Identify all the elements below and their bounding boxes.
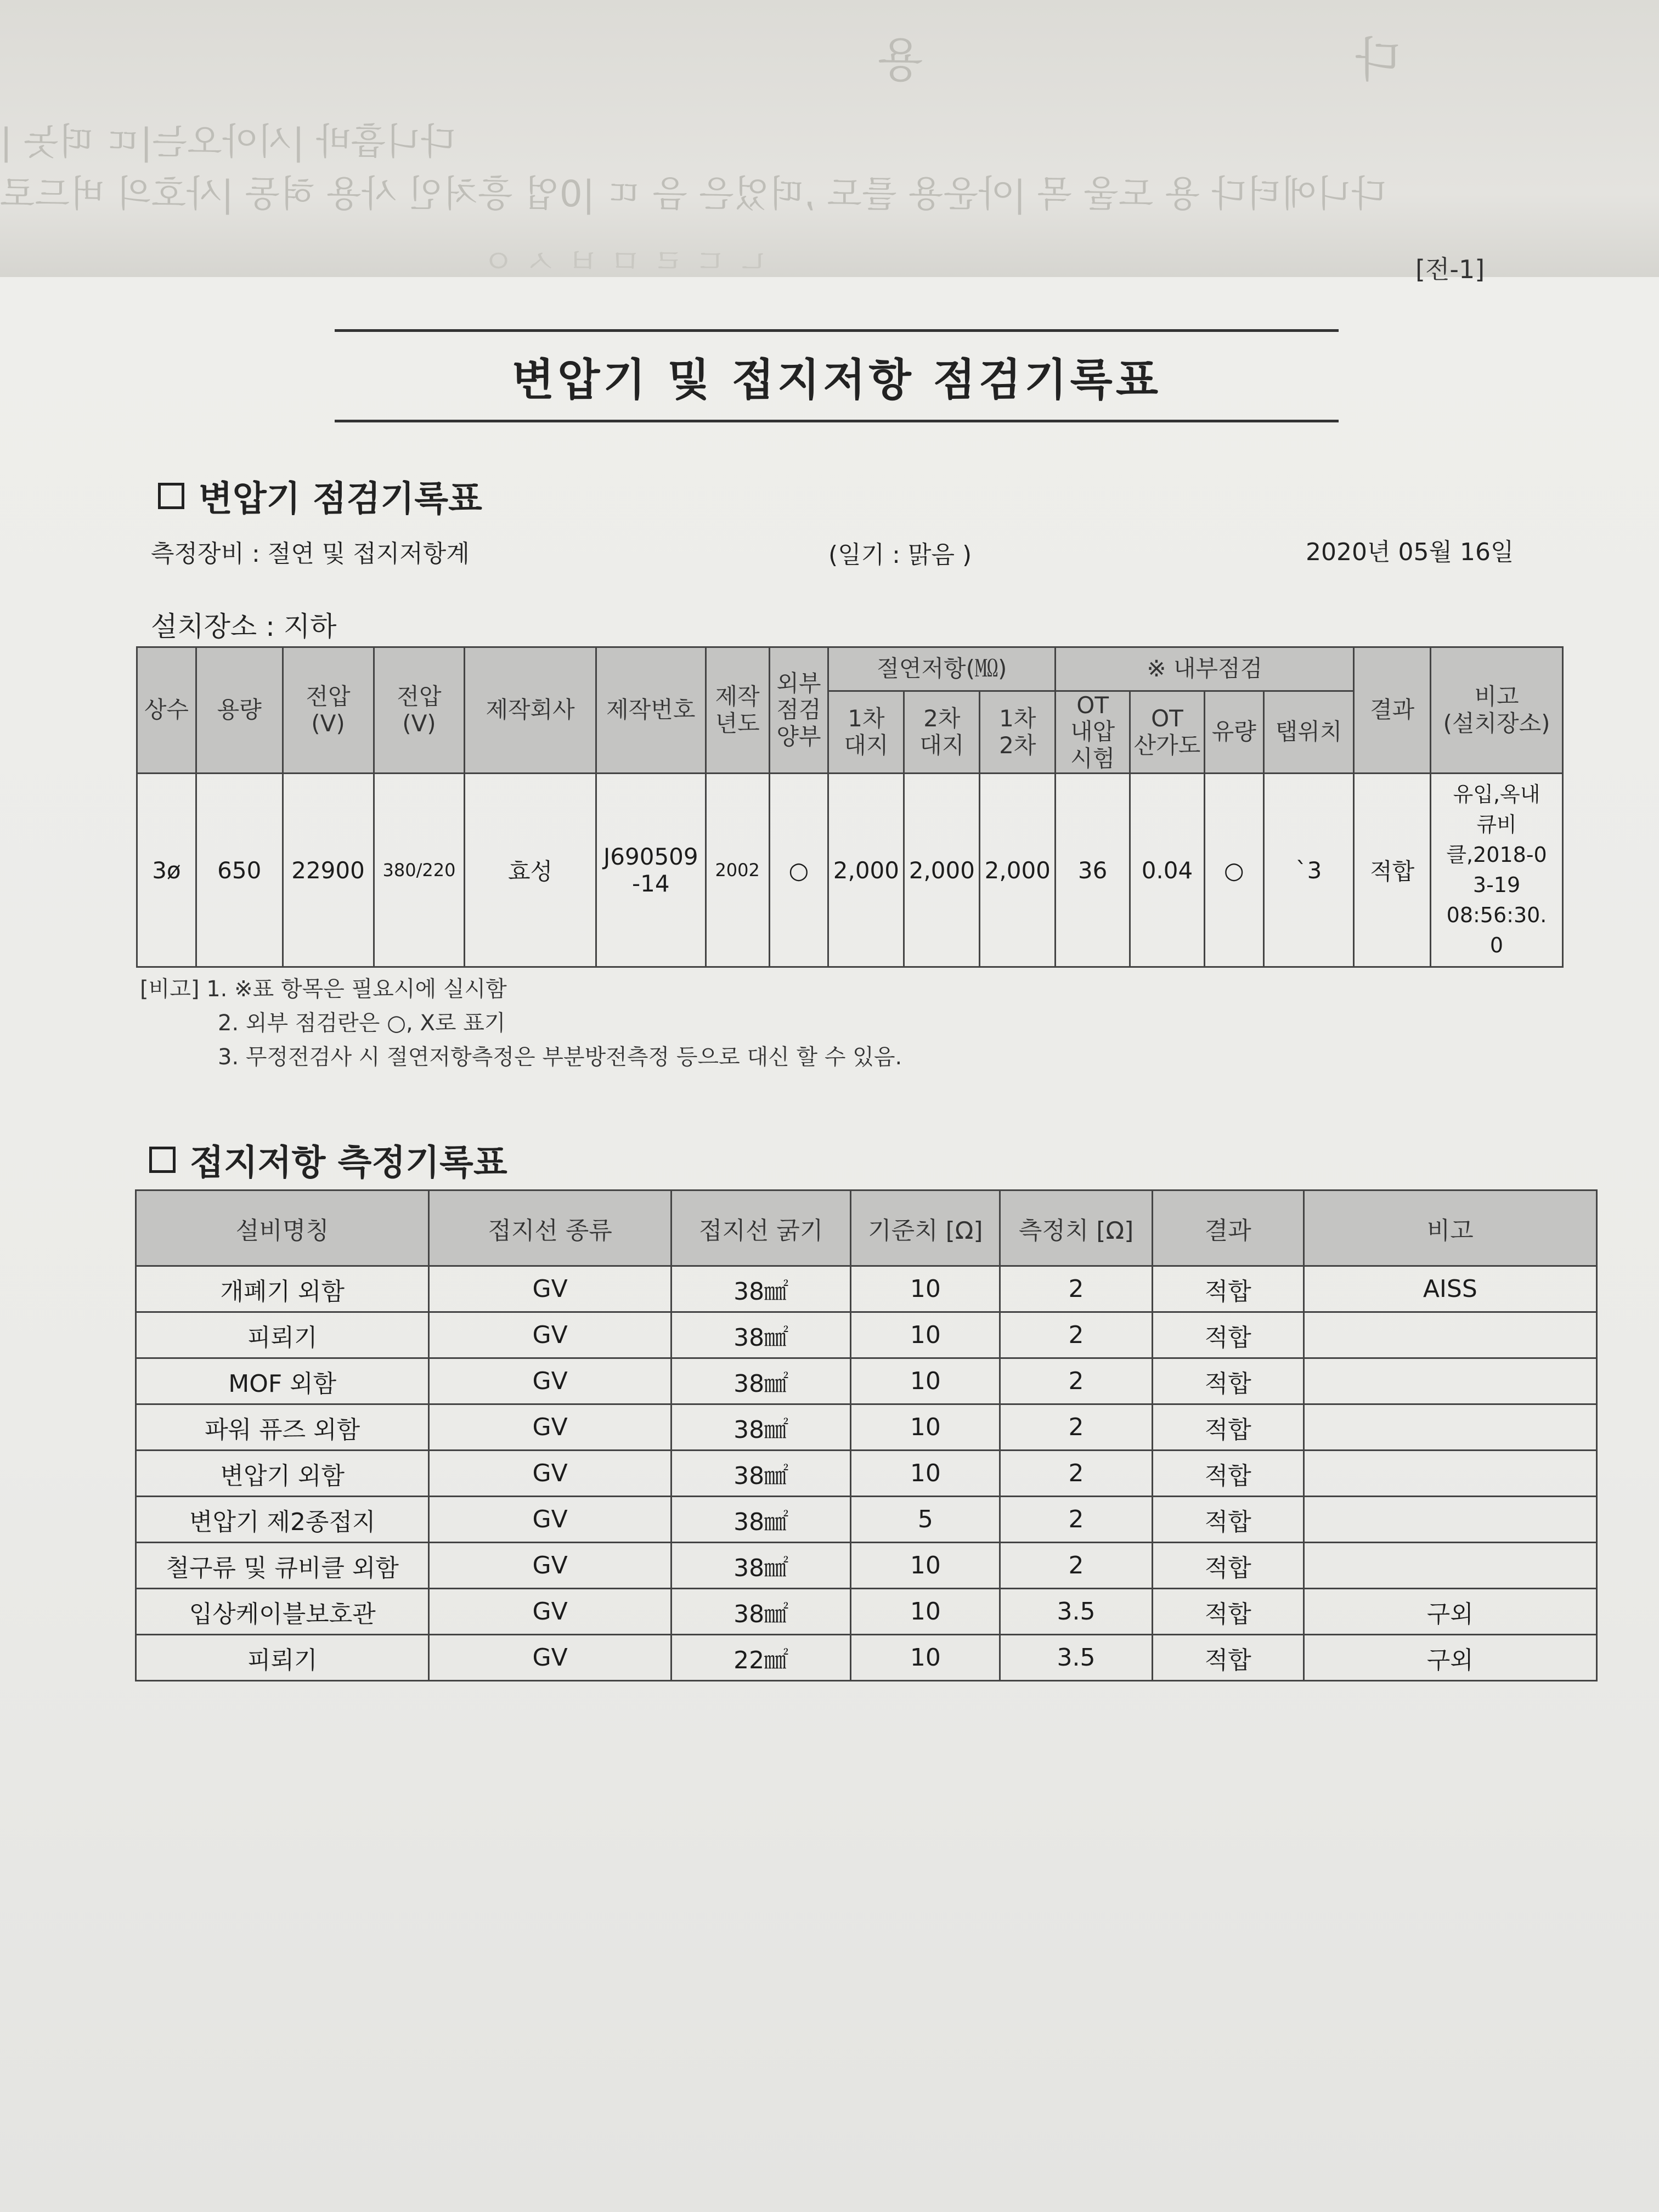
cell-standard-value: 10 bbox=[851, 1635, 1000, 1681]
table-row bbox=[136, 1266, 1597, 1312]
header-serial: 제작번호 bbox=[596, 647, 706, 774]
cell-measured-value: 3.5 bbox=[1000, 1589, 1153, 1635]
form-code: [전-1] bbox=[1415, 255, 1485, 284]
header-maker: 제작회사 bbox=[465, 647, 596, 774]
cell-measured-value: 2 bbox=[1000, 1497, 1153, 1543]
cell-measured-value: 2 bbox=[1000, 1266, 1153, 1312]
cell-equipment-name: 변압기 외함 bbox=[136, 1451, 429, 1497]
header-wire-size: 접지선 굵기 bbox=[671, 1190, 851, 1266]
cell-wire-size: 38㎟ bbox=[671, 1543, 851, 1589]
table-row bbox=[136, 1635, 1597, 1681]
cell-tap-position: `3 bbox=[1263, 774, 1354, 967]
cell-wire-size: 38㎟ bbox=[671, 1312, 851, 1358]
cell-equipment-name: 파워 퓨즈 외함 bbox=[136, 1404, 429, 1451]
cell-voltage-secondary: 380/220 bbox=[374, 774, 465, 967]
cell-wire-size: 38㎟ bbox=[671, 1404, 851, 1451]
weather-label: (일기 : 맑음 ) bbox=[828, 541, 972, 569]
install-location: 설치장소 : 지하 bbox=[151, 611, 337, 642]
cell-standard-value: 10 bbox=[851, 1543, 1000, 1589]
cell-result: 적합 bbox=[1152, 1358, 1304, 1404]
cell-note: 구외 bbox=[1304, 1589, 1596, 1635]
cell-standard-value: 10 bbox=[851, 1266, 1000, 1312]
table-row bbox=[136, 1451, 1597, 1497]
cell-result: 적합 bbox=[1152, 1543, 1304, 1589]
cell-note bbox=[1304, 1451, 1596, 1497]
remark-line: [비고] 1. ※표 항목은 필요시에 실시함 bbox=[140, 977, 507, 1002]
header-ins-secondary-ground: 2차 대지 bbox=[904, 691, 980, 774]
remark-line: 2. 외부 점검란은 ○, X로 표기 bbox=[218, 1011, 506, 1036]
cell-measured-value: 2 bbox=[1000, 1451, 1153, 1497]
cell-wire-type: GV bbox=[429, 1266, 671, 1312]
table-row bbox=[136, 1358, 1597, 1404]
cell-measured-value: 2 bbox=[1000, 1312, 1153, 1358]
cell-wire-size: 38㎟ bbox=[671, 1497, 851, 1543]
cell-result: 적합 bbox=[1152, 1635, 1304, 1681]
table-row bbox=[136, 1589, 1597, 1635]
cell-ot-withstand: 36 bbox=[1056, 774, 1130, 967]
cell-result: 적합 bbox=[1152, 1404, 1304, 1451]
cell-result: 적합 bbox=[1152, 1266, 1304, 1312]
header-year: 제작 년도 bbox=[706, 647, 769, 774]
cell-capacity: 650 bbox=[196, 774, 283, 967]
header-note: 비고 (설치장소) bbox=[1431, 647, 1563, 774]
cell-result: 적합 bbox=[1152, 1451, 1304, 1497]
header-capacity: 용량 bbox=[196, 647, 283, 774]
header-internal-check: ※ 내부점검 bbox=[1056, 647, 1354, 691]
cell-note bbox=[1304, 1543, 1596, 1589]
cell-equipment-name: 개폐기 외함 bbox=[136, 1266, 429, 1312]
cell-standard-value: 10 bbox=[851, 1404, 1000, 1451]
cell-wire-type: GV bbox=[429, 1543, 671, 1589]
checkbox-icon bbox=[149, 1147, 176, 1173]
cell-result: 적합 bbox=[1152, 1312, 1304, 1358]
section-heading-text: 접지저항 측정기록표 bbox=[190, 1143, 507, 1183]
cell-wire-size: 38㎟ bbox=[671, 1589, 851, 1635]
table-row bbox=[136, 1404, 1597, 1451]
header-ins-primary-ground: 1차 대지 bbox=[828, 691, 904, 774]
cell-equipment-name: 변압기 제2종접지 bbox=[136, 1497, 429, 1543]
cell-ins-secondary-ground: 2,000 bbox=[904, 774, 980, 967]
cell-serial: J690509 -14 bbox=[596, 774, 706, 967]
bleed-through-text: 다니에터다 용 도울 목 |아운용 를도 ,떠었은 음 ㄸ |0업 흥처인 사용 혀동 |사호의 버드로 bbox=[0, 173, 1387, 215]
grounding-section-heading bbox=[149, 1135, 507, 1185]
cell-equipment-name: 피뢰기 bbox=[136, 1312, 429, 1358]
remark-line: 3. 무정전검사 시 절연저항측정은 부분방전측정 등으로 대신 할 수 있음. bbox=[218, 1045, 902, 1070]
header-result: 결과 bbox=[1152, 1190, 1304, 1266]
cell-note: 구외 bbox=[1304, 1635, 1596, 1681]
header-insulation: 절연저항(㏁) bbox=[828, 647, 1056, 691]
cell-equipment-name: 피뢰기 bbox=[136, 1635, 429, 1681]
cell-equipment-name: 철구류 및 큐비클 외함 bbox=[136, 1543, 429, 1589]
cell-standard-value: 10 bbox=[851, 1451, 1000, 1497]
bleed-through-text: 다 용 bbox=[669, 33, 1401, 88]
table-row bbox=[137, 774, 1563, 967]
cell-wire-size: 38㎟ bbox=[671, 1451, 851, 1497]
cell-wire-type: GV bbox=[429, 1404, 671, 1451]
cell-measured-value: 2 bbox=[1000, 1358, 1153, 1404]
title-frame bbox=[335, 329, 1339, 422]
cell-wire-type: GV bbox=[429, 1497, 671, 1543]
cell-standard-value: 5 bbox=[851, 1497, 1000, 1543]
header-phase: 상수 bbox=[137, 647, 196, 774]
cell-note bbox=[1304, 1404, 1596, 1451]
cell-measured-value: 3.5 bbox=[1000, 1635, 1153, 1681]
cell-note bbox=[1304, 1312, 1596, 1358]
inspection-date: 2020년 05월 16일 bbox=[1306, 538, 1514, 566]
table-row bbox=[136, 1312, 1597, 1358]
header-ot-acid: OT 산가도 bbox=[1130, 691, 1205, 774]
header-measured-value: 측정치 [Ω] bbox=[1000, 1190, 1153, 1266]
cell-note: 유입,옥내 큐비 클,2018-0 3-19 08:56:30. 0 bbox=[1431, 774, 1563, 967]
cell-phase: 3ø bbox=[137, 774, 196, 967]
cell-equipment-name: MOF 외함 bbox=[136, 1358, 429, 1404]
cell-standard-value: 10 bbox=[851, 1312, 1000, 1358]
cell-equipment-name: 입상케이블보호관 bbox=[136, 1589, 429, 1635]
page-title: 변압기 및 접지저항 점검기록표 bbox=[511, 354, 1162, 405]
grounding-measurement-table bbox=[135, 1189, 1598, 1681]
cell-wire-size: 38㎟ bbox=[671, 1266, 851, 1312]
header-ins-primary-secondary: 1차 2차 bbox=[980, 691, 1056, 774]
header-tap-position: 탭위치 bbox=[1263, 691, 1354, 774]
cell-oil-level: ○ bbox=[1204, 774, 1263, 967]
cell-maker: 효성 bbox=[465, 774, 596, 967]
cell-ot-acid: 0.04 bbox=[1130, 774, 1205, 967]
header-ot-withstand: OT 내압 시험 bbox=[1056, 691, 1130, 774]
cell-wire-type: GV bbox=[429, 1589, 671, 1635]
transformer-section-heading bbox=[158, 471, 482, 521]
cell-measured-value: 2 bbox=[1000, 1543, 1153, 1589]
header-standard-value: 기준치 [Ω] bbox=[851, 1190, 1000, 1266]
cell-standard-value: 10 bbox=[851, 1358, 1000, 1404]
header-equipment-name: 설비명칭 bbox=[136, 1190, 429, 1266]
cell-standard-value: 10 bbox=[851, 1589, 1000, 1635]
cell-year: 2002 bbox=[706, 774, 769, 967]
header-result: 결과 bbox=[1354, 647, 1431, 774]
table-row bbox=[136, 1543, 1597, 1589]
cell-ins-primary-ground: 2,000 bbox=[828, 774, 904, 967]
table-row bbox=[136, 1497, 1597, 1543]
cell-note: AISS bbox=[1304, 1266, 1596, 1312]
cell-result: 적합 bbox=[1152, 1589, 1304, 1635]
folded-back-page bbox=[0, 0, 1659, 279]
remarks-block bbox=[140, 972, 902, 1074]
header-external-check: 외부 점검 양부 bbox=[769, 647, 828, 774]
cell-note bbox=[1304, 1497, 1596, 1543]
cell-wire-size: 38㎟ bbox=[671, 1358, 851, 1404]
header-voltage-primary: 전압 (V) bbox=[283, 647, 374, 774]
cell-wire-size: 22㎟ bbox=[671, 1635, 851, 1681]
cell-result: 적합 bbox=[1152, 1497, 1304, 1543]
bleed-through-text: 다니흡바 |시아오는|ㄸ 떠놋 | bbox=[0, 121, 456, 163]
equipment-label: 측정장비 : 절연 및 접지저항계 bbox=[151, 540, 470, 568]
bleed-through-text: ㄴ ㄷ ㄹ ㅁ ㅂ ㅅ ㅇ bbox=[483, 243, 769, 279]
header-oil-level: 유량 bbox=[1204, 691, 1263, 774]
cell-result: 적합 bbox=[1354, 774, 1431, 967]
cell-external-check: ○ bbox=[769, 774, 828, 967]
cell-measured-value: 2 bbox=[1000, 1404, 1153, 1451]
cell-wire-type: GV bbox=[429, 1358, 671, 1404]
cell-note bbox=[1304, 1358, 1596, 1404]
header-wire-type: 접지선 종류 bbox=[429, 1190, 671, 1266]
checkbox-icon bbox=[158, 483, 184, 509]
cell-wire-type: GV bbox=[429, 1312, 671, 1358]
cell-ins-primary-secondary: 2,000 bbox=[980, 774, 1056, 967]
header-voltage-secondary: 전압 (V) bbox=[374, 647, 465, 774]
cell-voltage-primary: 22900 bbox=[283, 774, 374, 967]
section-heading-text: 변압기 점검기록표 bbox=[199, 479, 482, 520]
cell-wire-type: GV bbox=[429, 1451, 671, 1497]
cell-wire-type: GV bbox=[429, 1635, 671, 1681]
header-note: 비고 bbox=[1304, 1190, 1596, 1266]
transformer-inspection-table bbox=[136, 646, 1564, 968]
